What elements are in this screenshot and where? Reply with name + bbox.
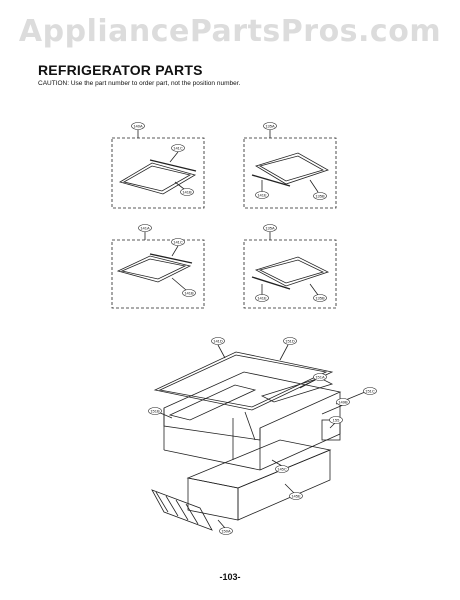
caution-note: CAUTION: Use the part number to order part, not the position number. bbox=[38, 80, 241, 87]
callout-label: 141B bbox=[182, 189, 192, 195]
watermark: AppliancePartsPros.com bbox=[18, 14, 442, 49]
callout-label: 141C bbox=[173, 145, 183, 151]
callout-label: 151A bbox=[315, 374, 325, 380]
callout-label: 149B bbox=[338, 399, 348, 405]
crisper-assembly bbox=[152, 345, 365, 530]
callout-label: 151C bbox=[365, 388, 375, 394]
callout-label: 145C bbox=[277, 466, 287, 472]
callout-label: 151B bbox=[150, 408, 160, 414]
callout-label: 145E bbox=[291, 493, 301, 499]
callout-label: 141C bbox=[173, 239, 183, 245]
callout-label: 135A bbox=[265, 123, 275, 129]
callout-label: 141D bbox=[213, 338, 223, 344]
callout-label: 135B bbox=[315, 295, 325, 301]
callout-label: 140A bbox=[133, 123, 143, 129]
callout-label: 141B bbox=[184, 290, 194, 296]
callout-label: 135A bbox=[265, 225, 275, 231]
callout-label: 141A bbox=[140, 225, 150, 231]
callout-label: 141E bbox=[257, 295, 267, 301]
page-title: REFRIGERATOR PARTS bbox=[38, 62, 203, 78]
page-number: -103- bbox=[219, 572, 241, 582]
callout-label: 155 bbox=[332, 417, 340, 423]
shelf-assembly-box-1 bbox=[112, 130, 204, 208]
callout-label: 151D bbox=[285, 338, 295, 344]
callout-label: 150A bbox=[221, 528, 231, 534]
callout-label: 135B bbox=[315, 193, 325, 199]
callout-label: 141E bbox=[257, 192, 267, 198]
